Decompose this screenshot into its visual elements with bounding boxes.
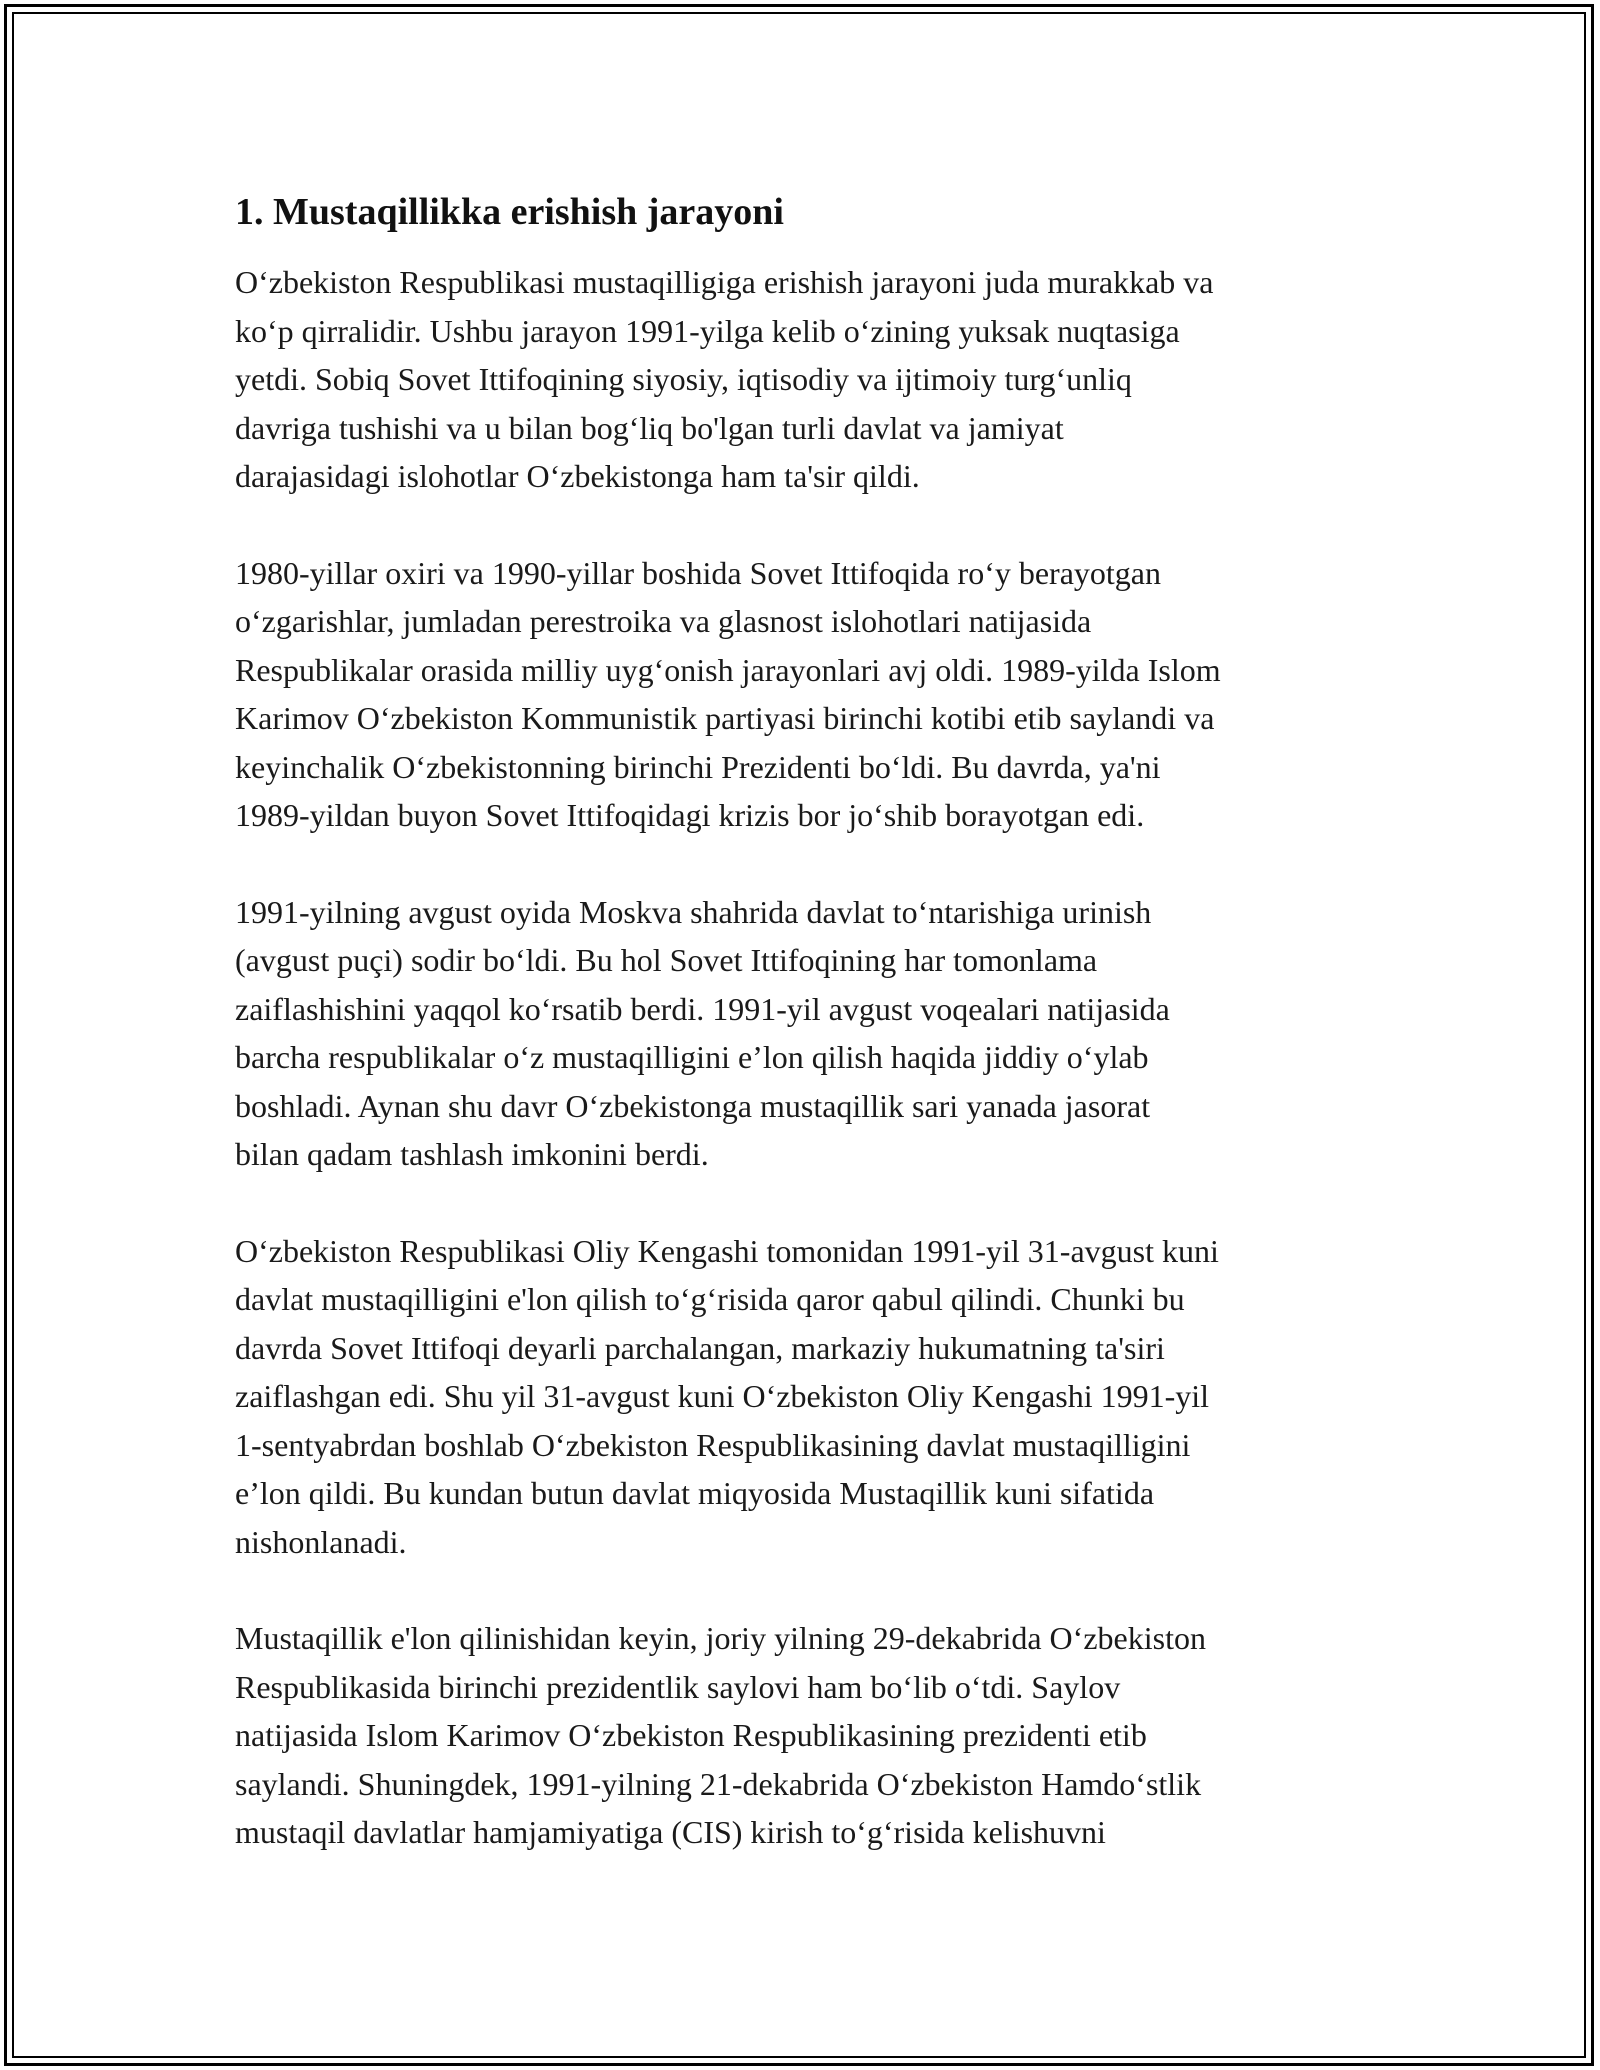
text-line: 1980-yillar oxiri va 1990-yillar boshida Sovet Ittifoqida ro‘y berayotgan (235, 554, 1161, 591)
text-line: O‘zbekiston Respublikasi mustaqilligiga erishish jarayoni juda murakkab va (235, 264, 1214, 300)
text-line: davlat mustaqilligini e'lon qilish to‘g‘risida qaror qabul qilindi. Chunki bu (235, 1281, 1185, 1317)
text-line: 1-sentyabrdan boshlab O‘zbekiston Respublikasining davlat mustaqilligini (235, 1426, 1191, 1463)
text-line: nishonlanadi. (235, 1523, 407, 1560)
text-line: ko‘p qirralidir. Ushbu jarayon 1991-yilga kelib o‘zining yuksak nuqtasiga (235, 312, 1180, 349)
text-line: Respublikalar orasida milliy uyg‘onish jarayonlari avj oldi. 1989-yilda Islom (235, 651, 1221, 688)
text-line: (avgust puçi) sodir bo‘ldi. Bu hol Sovet Ittifoqining har tomonlama (235, 942, 1098, 978)
text-line: O‘zbekiston Respublikasi Oliy Kengashi tomonidan 1991-yil 31-avgust kuni (235, 1232, 1219, 1269)
text-line: davrda Sovet Ittifoqi deyarli parchalangan, markaziy hukumatning ta'siri (235, 1329, 1165, 1366)
text-line: yetdi. Sobiq Sovet Ittifoqining siyosiy, iqtisodiy va ijtimoiy turg‘unliq (235, 361, 1132, 397)
paragraph-5 (235, 1614, 1385, 1857)
text-line: 1989-yildan buyon Sovet Ittifoqidagi krizis bor jo‘shib borayotgan edi. (235, 797, 1145, 833)
text-line: mustaqil davlatlar hamjamiyatiga (CIS) kirish to‘g‘risida kelishuvni (235, 1814, 1106, 1850)
text-line: barcha respublikalar o‘z mustaqilligini e’lon qilish haqida jiddiy o‘ylab (235, 1039, 1149, 1075)
text-line: zaiflashishini yaqqol ko‘rsatib berdi. 1991-yil avgust voqealari natijasida (235, 990, 1170, 1027)
text-line: keyinchalik O‘zbekistonning birinchi Prezidenti bo‘ldi. Bu davrda, ya'ni (235, 748, 1161, 785)
paragraph-1 (235, 258, 1385, 501)
text-line: boshladi. Aynan shu davr O‘zbekistonga mustaqillik sari yanada jasorat (235, 1087, 1151, 1124)
document-body (235, 186, 1385, 1905)
text-line: zaiflashgan edi. Shu yil 31-avgust kuni O‘zbekiston Oliy Kengashi 1991-yil (235, 1378, 1210, 1414)
text-line: Mustaqillik e'lon qilinishidan keyin, joriy yilning 29-dekabrida O‘zbekiston (235, 1620, 1206, 1656)
text-line: darajasidagi islohotlar O‘zbekistonga ham ta'sir qildi. (235, 458, 920, 494)
text-line: natijasida Islom Karimov O‘zbekiston Respublikasining prezidenti etib (235, 1717, 1147, 1753)
text-line: 1991-yilning avgust oyida Moskva shahrida davlat to‘ntarishiga urinish (235, 893, 1152, 930)
paragraph-3 (235, 888, 1385, 1179)
text-line: Respublikasida birinchi prezidentlik saylovi ham bo‘lib o‘tdi. Saylov (235, 1668, 1121, 1705)
section-title: 1. Mustaqillikka erishish jarayoni (235, 191, 784, 233)
paragraph-2 (235, 549, 1385, 840)
text-line: e’lon qildi. Bu kundan butun davlat miqyosida Mustaqillik kuni sifatida (235, 1475, 1155, 1511)
text-line: Karimov O‘zbekiston Kommunistik partiyasi birinchi kotibi etib saylandi va (235, 700, 1215, 736)
text-line: o‘zgarishlar, jumladan perestroika va glasnost islohotlari natijasida (235, 603, 1092, 639)
text-line: davriga tushishi va u bilan bog‘liq bo'lgan turli davlat va jamiyat (235, 409, 1064, 446)
paragraph-4 (235, 1227, 1385, 1567)
text-line: bilan qadam tashlash imkonini berdi. (235, 1136, 709, 1172)
text-line: saylandi. Shuningdek, 1991-yilning 21-dekabrida O‘zbekiston Hamdo‘stlik (235, 1765, 1202, 1802)
